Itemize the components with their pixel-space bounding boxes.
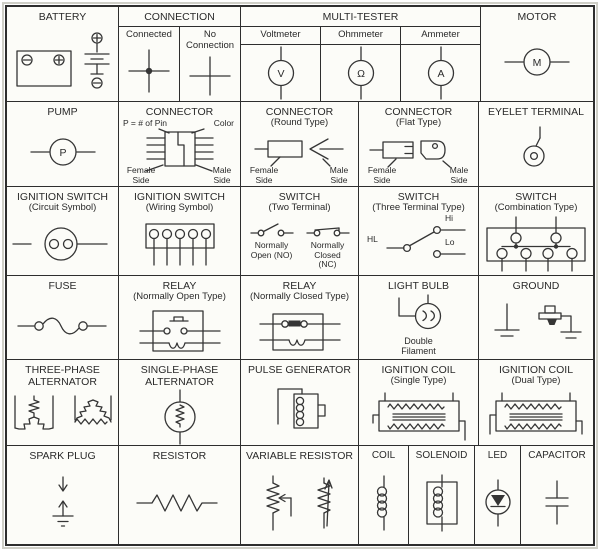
connector-round-subtitle: (Round Type) [270, 117, 329, 128]
cell-switch-three-terminal [359, 187, 479, 275]
relay-nc-subtitle: (Normally Closed Type) [249, 291, 350, 302]
single-phase-alternator-symbol-area [119, 388, 240, 445]
cell-three-phase-alternator [7, 360, 119, 445]
pump-icon [25, 137, 101, 167]
cell-motor [481, 7, 593, 101]
row-5 [7, 360, 593, 446]
solenoid-symbol-area [409, 462, 474, 544]
ignition-switch-circuit-title: IGNITION SWITCH [17, 191, 108, 203]
double-filament-label: Double Filament [401, 336, 436, 356]
battery-symbol-area [7, 23, 118, 101]
ignition-switch-wiring-title: IGNITION SWITCH [134, 191, 225, 203]
pulse-generator-icon [268, 384, 332, 438]
cell-light-bulb [359, 276, 479, 359]
pump-glyph: P [58, 147, 67, 159]
relay-nc-title: RELAY [282, 280, 317, 292]
spark-plug-icon [45, 475, 81, 531]
cell-ground [479, 276, 593, 359]
led-icon [480, 478, 516, 528]
cell-ignition-switch-circuit [7, 187, 119, 275]
cell-connector-round [241, 102, 359, 186]
three-phase-alternator-symbol-area [7, 388, 118, 445]
led-title: LED [487, 450, 508, 461]
color-note-label: Color [213, 118, 234, 128]
solenoid-title: SOLENOID [415, 450, 468, 461]
cell-variable-resistor [241, 446, 359, 544]
cell-relay-no [119, 276, 241, 359]
eyelet-terminal-icon [516, 125, 556, 179]
cell-pump [7, 102, 119, 186]
connection-header: CONNECTION [119, 7, 240, 27]
ignition-coil-dual-title: IGNITION COIL [498, 364, 574, 376]
cell-ignition-coil-single [359, 360, 479, 445]
relay-no-symbol-area [119, 303, 240, 360]
battery-icon [11, 30, 115, 94]
male-side-label: Male Side [449, 165, 469, 185]
pump-title: PUMP [47, 106, 78, 118]
multi-tester-subrow [241, 27, 480, 101]
ground-title: GROUND [512, 280, 560, 292]
ignition-coil-dual-subtitle: (Dual Type) [511, 375, 561, 386]
cell-connector-generic [119, 102, 241, 186]
switch-combination-icon [484, 215, 588, 273]
ammeter-icon [423, 46, 459, 100]
ohmmeter-label: Ohmmeter [321, 27, 400, 45]
rheostat-icon [260, 474, 296, 532]
ignition-switch-wiring-subtitle: (Wiring Symbol) [145, 202, 214, 213]
resistor-title: RESISTOR [152, 450, 207, 462]
cell-led [475, 446, 521, 544]
row-2 [7, 102, 593, 187]
cell-multi-tester [241, 7, 481, 101]
switch-two-terminal-symbol-area [241, 214, 358, 276]
light-bulb-symbol-area [359, 292, 478, 336]
switch-three-terminal-subtitle: (Three Terminal Type) [372, 202, 465, 213]
voltmeter-symbol-area [241, 45, 320, 102]
ignition-coil-single-subtitle: (Single Type) [390, 375, 447, 386]
motor-symbol-area [481, 23, 593, 101]
subcell-ammeter [401, 27, 480, 101]
female-side-label: Female Side [249, 165, 279, 185]
symbol-legend-table [5, 5, 595, 546]
relay-nc-icon [258, 307, 342, 355]
fuse-title: FUSE [48, 280, 77, 292]
ignition-coil-dual-symbol-area [479, 387, 593, 446]
connector-icon [119, 118, 241, 184]
eyelet-terminal-title: EYELET TERMINAL [488, 106, 584, 118]
variable-resistor-title: VARIABLE RESISTOR [246, 450, 353, 462]
multi-tester-header: MULTI-TESTER [241, 7, 480, 27]
motor-icon [499, 47, 575, 77]
connected-label: Connected [126, 29, 172, 40]
normally-open-label: Normally Open (NO) [250, 240, 293, 260]
pulse-generator-symbol-area [241, 376, 358, 445]
cell-spark-plug [7, 446, 119, 544]
single-phase-alternator-icon [158, 389, 202, 445]
pump-symbol-area [7, 118, 118, 186]
relay-no-subtitle: (Normally Open Type) [133, 291, 226, 302]
motor-glyph: M [532, 57, 542, 69]
female-side-label: Female Side [367, 165, 397, 185]
cell-ignition-coil-dual [479, 360, 593, 445]
wye-winding-icon [9, 392, 59, 442]
connector-flat-icon [362, 129, 476, 181]
pulse-generator-title: PULSE GENERATOR [248, 364, 351, 376]
cell-connection [119, 7, 241, 101]
cell-resistor [119, 446, 241, 544]
cell-single-phase-alternator [119, 360, 241, 445]
row-6 [7, 446, 593, 544]
light-bulb-title: LIGHT BULB [387, 280, 450, 292]
row-4 [7, 276, 593, 360]
voltmeter-label: Voltmeter [241, 27, 320, 45]
cell-fuse [7, 276, 119, 359]
voltmeter-glyph: V [276, 67, 285, 80]
row-1 [7, 7, 593, 102]
switch-three-terminal-title: SWITCH [397, 191, 440, 203]
hl-label: HL [367, 233, 378, 244]
switch-combination-symbol-area [479, 214, 593, 276]
potentiometer-icon [312, 474, 340, 532]
subcell-no-connection [180, 27, 240, 101]
ohmmeter-symbol-area [321, 45, 400, 102]
connector-flat-subtitle: (Flat Type) [395, 117, 442, 128]
coil-symbol-area [359, 462, 408, 544]
resistor-icon [135, 490, 225, 516]
connector-symbol-area [119, 118, 240, 186]
cell-connector-flat [359, 102, 479, 186]
subcell-connected [119, 27, 180, 101]
eyelet-symbol-area [479, 118, 593, 186]
ignition-switch-circuit-symbol-area [7, 214, 118, 276]
fuse-icon [16, 312, 110, 340]
normally-open-switch [249, 221, 295, 260]
hi-label: Hi [445, 212, 454, 223]
ammeter-symbol-area [401, 45, 480, 102]
normally-closed-switch [305, 221, 351, 270]
connector-flat-title: CONNECTOR [384, 106, 453, 118]
fuse-symbol-area [7, 292, 118, 359]
resistor-symbol-area [119, 462, 240, 544]
switch-combination-subtitle: (Combination Type) [494, 202, 578, 213]
cell-ignition-switch-wiring [119, 187, 241, 275]
coil-title: COIL [371, 450, 396, 461]
ignition-coil-single-symbol-area [359, 387, 478, 446]
cell-switch-two-terminal [241, 187, 359, 275]
ammeter-glyph: A [436, 67, 445, 80]
variable-resistor-symbol-area [241, 462, 358, 544]
cell-coil [359, 446, 409, 544]
ground-icon [483, 300, 589, 352]
connected-symbol-area [119, 41, 179, 102]
ammeter-label: Ammeter [401, 27, 480, 45]
motor-title: MOTOR [517, 11, 557, 23]
cell-capacitor [521, 446, 593, 544]
single-phase-alternator-title: SINGLE-PHASE ALTERNATOR [140, 364, 219, 388]
coil-icon [369, 474, 399, 532]
connector-flat-symbol-area [359, 129, 478, 187]
cell-relay-nc [241, 276, 359, 359]
cell-pulse-generator [241, 360, 359, 445]
cell-switch-combination [479, 187, 593, 275]
spark-plug-title: SPARK PLUG [29, 450, 96, 462]
relay-no-icon [138, 306, 222, 356]
relay-nc-symbol-area [241, 303, 358, 360]
switch-two-terminal-subtitle: (Two Terminal) [268, 202, 331, 213]
solenoid-icon [416, 473, 468, 533]
capacitor-title: CAPACITOR [528, 450, 586, 461]
connected-icon [126, 48, 172, 94]
connector-title: CONNECTOR [145, 106, 214, 118]
switch-two-terminal-title: SWITCH [278, 191, 321, 203]
ignition-switch-circuit-icon [11, 225, 115, 263]
subcell-ohmmeter [321, 27, 401, 101]
battery-title: BATTERY [38, 11, 87, 23]
switch-combination-title: SWITCH [515, 191, 557, 203]
pin-note-label: P = # of Pin [123, 118, 168, 128]
capacitor-symbol-area [521, 462, 593, 544]
voltmeter-icon [263, 46, 299, 100]
male-side-label: Male Side [329, 165, 349, 185]
capacitor-icon [537, 478, 577, 528]
normally-open-icon [250, 221, 294, 239]
male-side-label: Male Side [212, 165, 232, 185]
ohmmeter-glyph: Ω [356, 67, 365, 80]
ignition-switch-circuit-subtitle: (Circuit Symbol) [28, 202, 97, 213]
normally-closed-icon [306, 221, 350, 239]
connector-round-symbol-area [241, 129, 358, 187]
no-connection-icon [187, 56, 233, 96]
ignition-coil-dual-icon [486, 390, 586, 442]
no-connection-label: No Connection [185, 29, 235, 51]
cell-solenoid [409, 446, 475, 544]
switch-three-terminal-symbol-area [359, 214, 478, 276]
ground-symbol-area [479, 292, 593, 359]
connector-round-icon [243, 129, 357, 181]
connector-round-title: CONNECTOR [265, 106, 334, 118]
delta-winding-icon [67, 392, 117, 442]
no-connection-symbol-area [180, 51, 240, 101]
ohmmeter-icon [343, 46, 379, 100]
row-3 [7, 187, 593, 276]
connection-subrow [119, 27, 240, 101]
subcell-voltmeter [241, 27, 321, 101]
normally-closed-label: Normally Closed (NC) [310, 240, 345, 269]
three-phase-alternator-title: THREE-PHASE ALTERNATOR [25, 364, 100, 388]
ignition-coil-single-icon [369, 390, 469, 442]
cell-battery [7, 7, 119, 101]
relay-no-title: RELAY [162, 280, 197, 292]
ignition-coil-single-title: IGNITION COIL [381, 364, 456, 376]
ignition-switch-wiring-symbol-area [119, 214, 240, 276]
ignition-switch-wiring-icon [138, 221, 222, 267]
cell-eyelet-terminal [479, 102, 593, 186]
light-bulb-icon [381, 293, 457, 335]
switch-three-terminal-icon [363, 214, 475, 266]
female-side-label: Female Side [126, 165, 156, 185]
lo-label: Lo [445, 236, 455, 247]
spark-plug-symbol-area [7, 462, 118, 544]
led-symbol-area [475, 462, 520, 544]
